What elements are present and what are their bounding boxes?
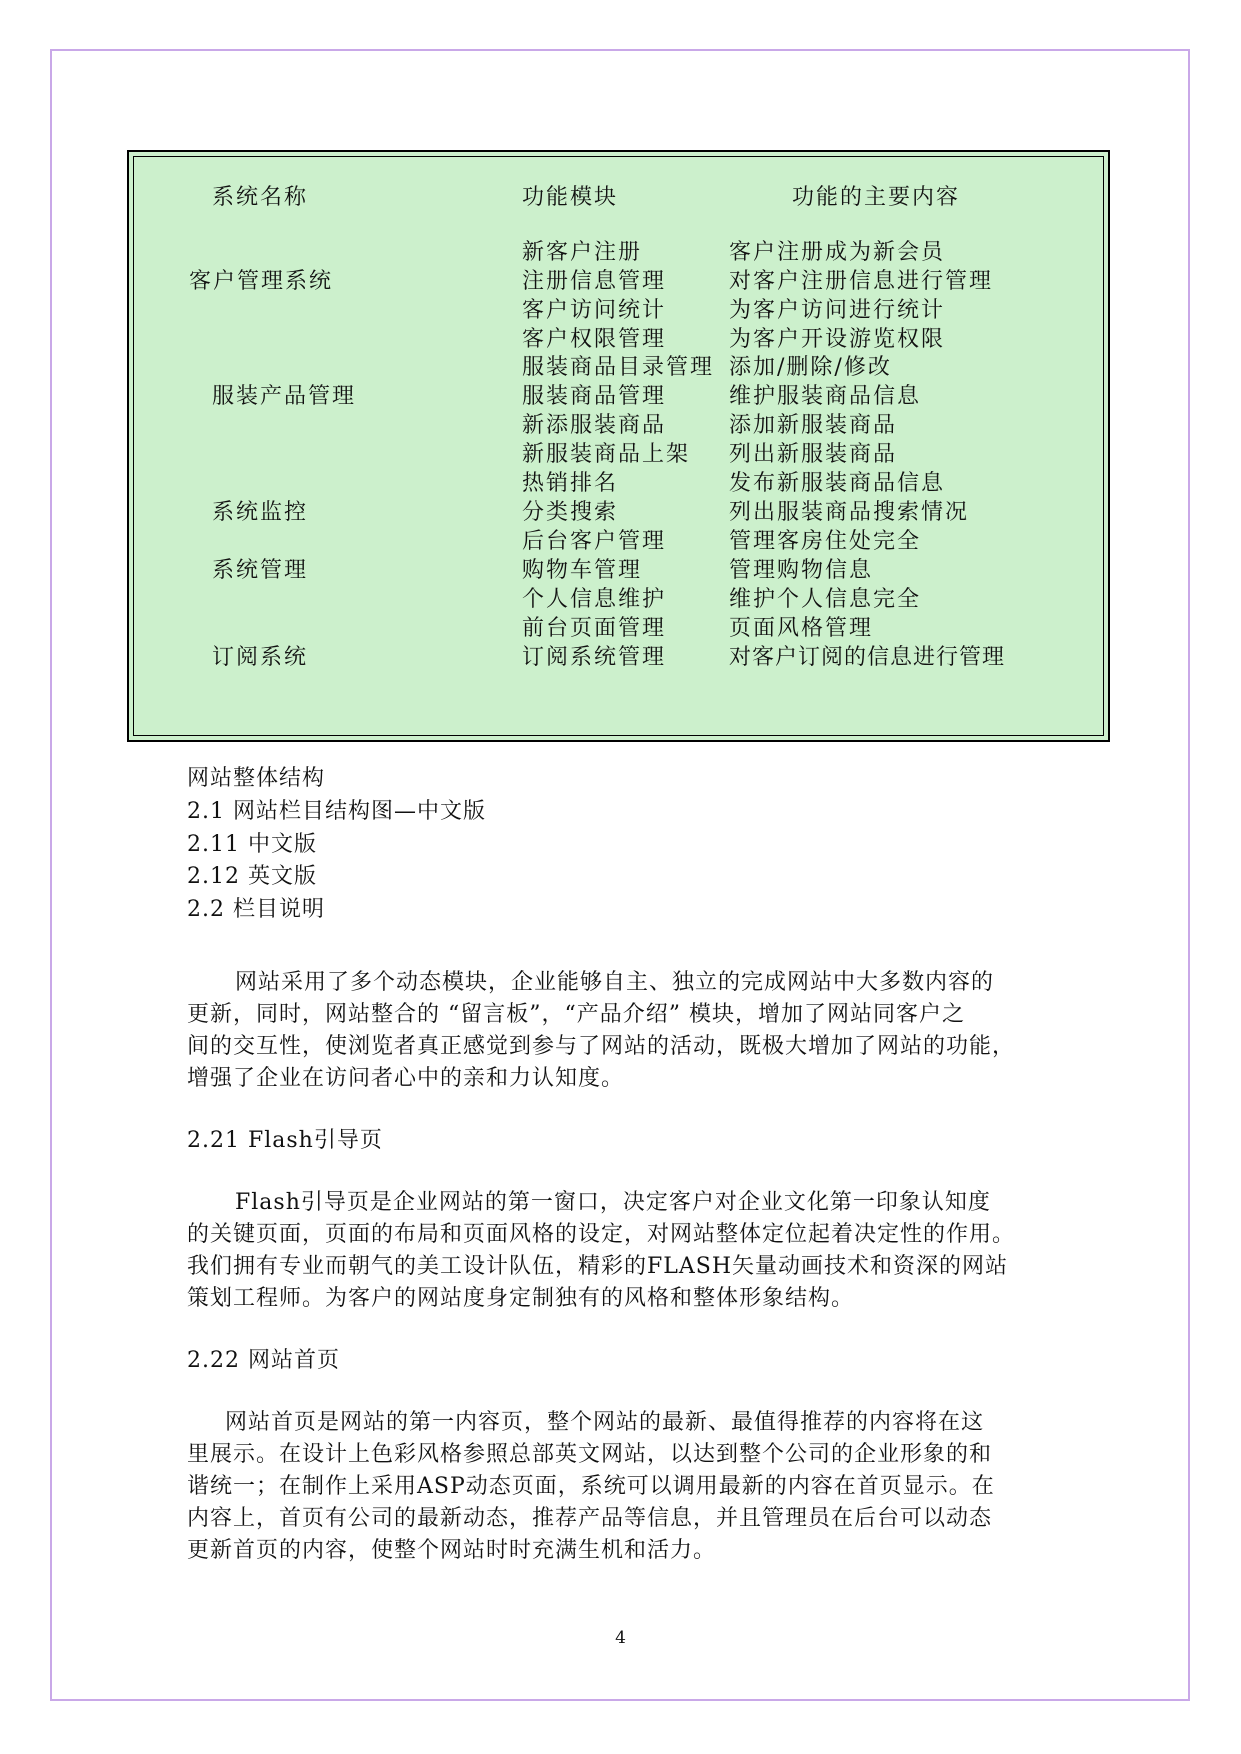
content-text: 对客户注册信息进行管理 bbox=[729, 269, 994, 294]
module-name: 客户访问统计 bbox=[522, 298, 667, 323]
paragraph-line: 策划工程师。为客户的网站度身定制独有的风格和整体形象结构。 bbox=[187, 1286, 855, 1311]
paragraph-line: 更新首页的内容，使整个网站时时充满生机和活力。 bbox=[187, 1538, 717, 1563]
module-name: 新添服装商品 bbox=[522, 413, 667, 438]
header-content: 功能的主要内容 bbox=[792, 185, 961, 210]
module-name: 服装商品目录管理 bbox=[522, 355, 715, 380]
paragraph-line: 网站首页是网站的第一内容页，整个网站的最新、最值得推荐的内容将在这 bbox=[225, 1410, 985, 1435]
heading-flash-intro: 2.21 Flash引导页 bbox=[187, 1128, 383, 1153]
module-name: 客户权限管理 bbox=[522, 327, 667, 352]
content-text: 发布新服装商品信息 bbox=[729, 471, 946, 496]
paragraph-line: 谐统一；在制作上采用ASP动态页面，系统可以调用最新的内容在首页显示。在 bbox=[187, 1474, 995, 1499]
content-text: 列出新服装商品 bbox=[729, 442, 898, 467]
outline-item: 2.12 英文版 bbox=[187, 864, 317, 889]
paragraph-line: 间的交互性，使浏览者真正感觉到参与了网站的活动，既极大增加了网站的功能， bbox=[187, 1034, 1016, 1059]
outline-item: 2.2 栏目说明 bbox=[187, 897, 325, 922]
content-text: 对客户订阅的信息进行管理 bbox=[729, 645, 1006, 670]
paragraph-line: 的关键页面，页面的布局和页面风格的设定，对网站整体定位起着决定性的作用。 bbox=[187, 1222, 1016, 1247]
outline-item: 2.1 网站栏目结构图—中文版 bbox=[187, 799, 486, 824]
content-text: 维护个人信息完全 bbox=[729, 587, 922, 612]
module-name: 新服装商品上架 bbox=[522, 442, 691, 467]
system-name: 客户管理系统 bbox=[189, 269, 334, 294]
system-name: 服装产品管理 bbox=[212, 384, 357, 409]
function-table-inner bbox=[133, 156, 1104, 736]
module-name: 后台客户管理 bbox=[522, 529, 667, 554]
paragraph-flash bbox=[187, 1187, 1057, 1315]
content-text: 维护服装商品信息 bbox=[729, 384, 922, 409]
section-title: 网站整体结构 bbox=[187, 766, 326, 791]
system-name: 系统管理 bbox=[212, 558, 309, 583]
paragraph-intro bbox=[187, 967, 1057, 1095]
content-text: 页面风格管理 bbox=[729, 616, 874, 641]
header-system-name: 系统名称 bbox=[212, 185, 309, 210]
content-text: 管理客房住处完全 bbox=[729, 529, 922, 554]
content-text: 为客户访问进行统计 bbox=[729, 298, 946, 323]
system-name: 订阅系统 bbox=[212, 645, 309, 670]
module-name: 热销排名 bbox=[522, 471, 619, 496]
function-table bbox=[127, 150, 1110, 742]
paragraph-line: 网站采用了多个动态模块，企业能够自主、独立的完成网站中大多数内容的 bbox=[235, 970, 995, 995]
header-module: 功能模块 bbox=[522, 185, 619, 210]
content-text: 列出服装商品搜索情况 bbox=[729, 500, 970, 525]
paragraph-line: Flash引导页是企业网站的第一窗口，决定客户对企业文化第一印象认知度 bbox=[235, 1190, 991, 1215]
content-text: 为客户开设游览权限 bbox=[729, 327, 946, 352]
content-text: 管理购物信息 bbox=[729, 558, 874, 583]
module-name: 前台页面管理 bbox=[522, 616, 667, 641]
content-text: 客户注册成为新会员 bbox=[729, 240, 946, 265]
heading-homepage: 2.22 网站首页 bbox=[187, 1348, 340, 1373]
page-number: 4 bbox=[615, 1628, 626, 1648]
content-text: 添加/删除/修改 bbox=[729, 355, 892, 380]
paragraph-line: 内容上，首页有公司的最新动态，推荐产品等信息，并且管理员在后台可以动态 bbox=[187, 1506, 993, 1531]
paragraph-line: 更新，同时，网站整合的 “留言板”，“产品介绍” 模块，增加了网站同客户之 bbox=[187, 1002, 965, 1027]
module-name: 个人信息维护 bbox=[522, 587, 667, 612]
outline-item: 2.11 中文版 bbox=[187, 832, 317, 857]
module-name: 购物车管理 bbox=[522, 558, 643, 583]
paragraph-line: 增强了企业在访问者心中的亲和力认知度。 bbox=[187, 1066, 625, 1091]
paragraph-homepage bbox=[187, 1407, 1057, 1567]
module-name: 新客户注册 bbox=[522, 240, 643, 265]
module-name: 订阅系统管理 bbox=[522, 645, 667, 670]
module-name: 注册信息管理 bbox=[522, 269, 667, 294]
module-name: 分类搜索 bbox=[522, 500, 619, 525]
paragraph-line: 里展示。在设计上色彩风格参照总部英文网站，以达到整个公司的企业形象的和 bbox=[187, 1442, 993, 1467]
paragraph-line: 我们拥有专业而朝气的美工设计队伍，精彩的FLASH矢量动画技术和资深的网站 bbox=[187, 1254, 1009, 1279]
system-name: 系统监控 bbox=[212, 500, 309, 525]
content-text: 添加新服装商品 bbox=[729, 413, 898, 438]
module-name: 服装商品管理 bbox=[522, 384, 667, 409]
